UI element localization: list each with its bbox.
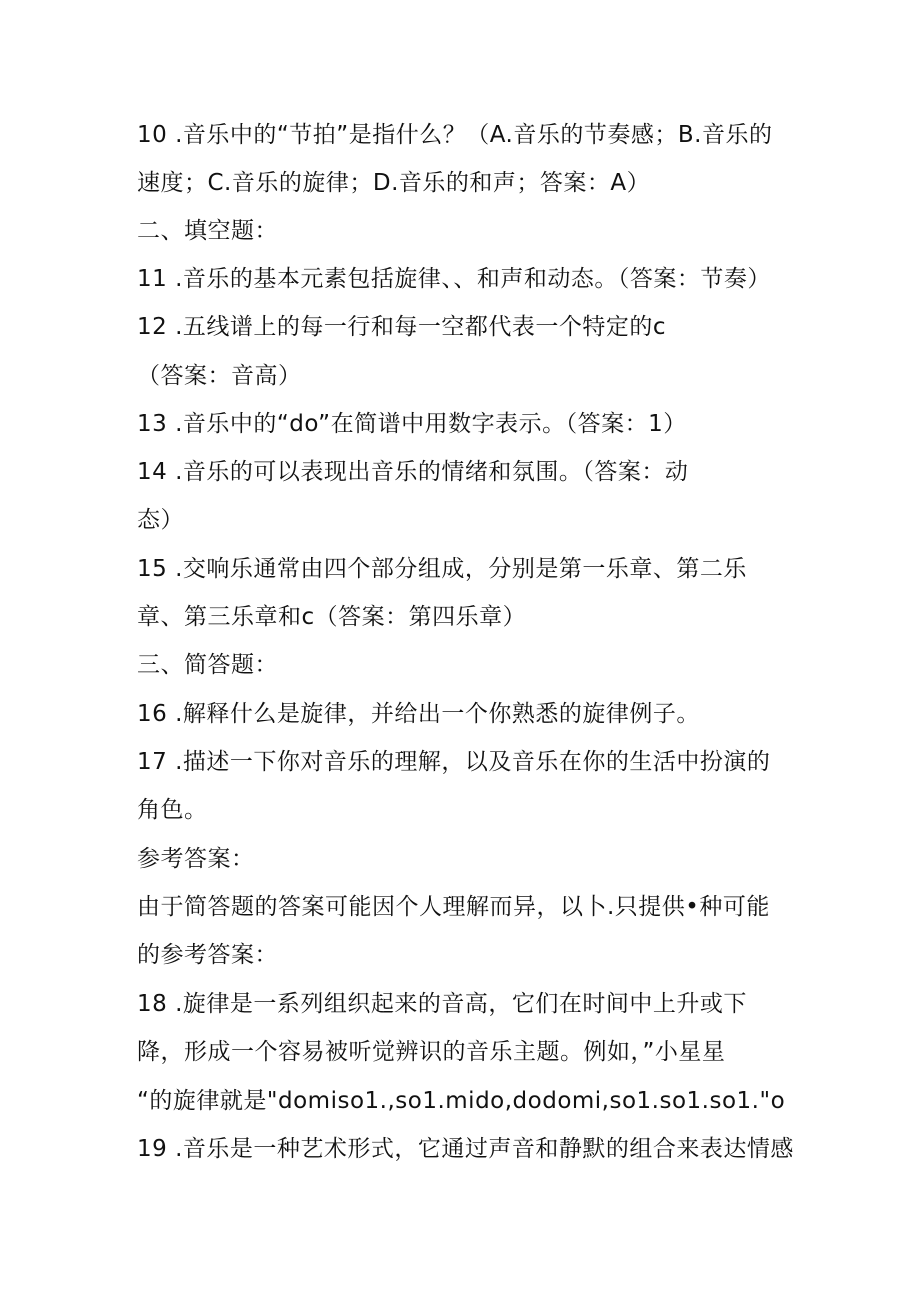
text-line-22: 19 .音乐是一种艺术形式，它通过声音和静默的组合来表达情感 xyxy=(137,1136,794,1162)
text-line-21: “的旋律就是"domiso1.,so1.mido,dodomi,so1.so1.so1."o xyxy=(137,1088,786,1114)
text-line-2: 速度；C.音乐的旋律；D.音乐的和声；答案：A） xyxy=(137,170,651,196)
text-line-15: 角色。 xyxy=(137,797,208,823)
text-line-8: 14 .音乐的可以表现出音乐的情绪和氛围。（答案：动 xyxy=(137,459,689,485)
text-line-19: 18 .旋律是一系列组织起来的音高，它们在时间中上升或下 xyxy=(137,991,747,1017)
text-line-7: 13 .音乐中的“do”在简谱中用数字表示。（答案：1） xyxy=(137,411,687,437)
section-heading-reference-answers: 参考答案： xyxy=(137,846,255,872)
text-line-9: 态） xyxy=(137,507,184,533)
text-line-11: 章、第三乐章和c（答案：第四乐章） xyxy=(137,604,527,630)
text-line-18: 的参考答案： xyxy=(137,942,278,968)
text-line-17: 由于简答题的答案可能因个人理解而异，以卜.只提供•种可能 xyxy=(137,894,770,920)
text-line-4: 11 .音乐的基本元素包括旋律、、和声和动态。（答案：节奏） xyxy=(137,266,771,292)
text-line-10: 15 .交响乐通常由四个部分组成，分别是第一乐章、第二乐 xyxy=(137,556,747,582)
section-heading-fill-blank: 二、填空题： xyxy=(137,218,278,244)
text-line-14: 17 .描述一下你对音乐的理解，以及音乐在你的生活中扮演的 xyxy=(137,749,771,775)
text-line-5: 12 .五线谱上的每一行和每一空都代表一个特定的c xyxy=(137,314,667,340)
text-line-1: 10 .音乐中的“节拍”是指什么？（A.音乐的节奏感；B.音乐的 xyxy=(137,122,773,148)
section-heading-short-answer: 三、简答题： xyxy=(137,652,278,678)
text-line-13: 16 .解释什么是旋律，并给出一个你熟悉的旋律例子。 xyxy=(137,701,700,727)
text-line-6: （答案：音高） xyxy=(137,363,302,389)
text-line-20: 降，形成一个容易被听觉辨识的音乐主题。例如，”小星星 xyxy=(137,1039,726,1065)
